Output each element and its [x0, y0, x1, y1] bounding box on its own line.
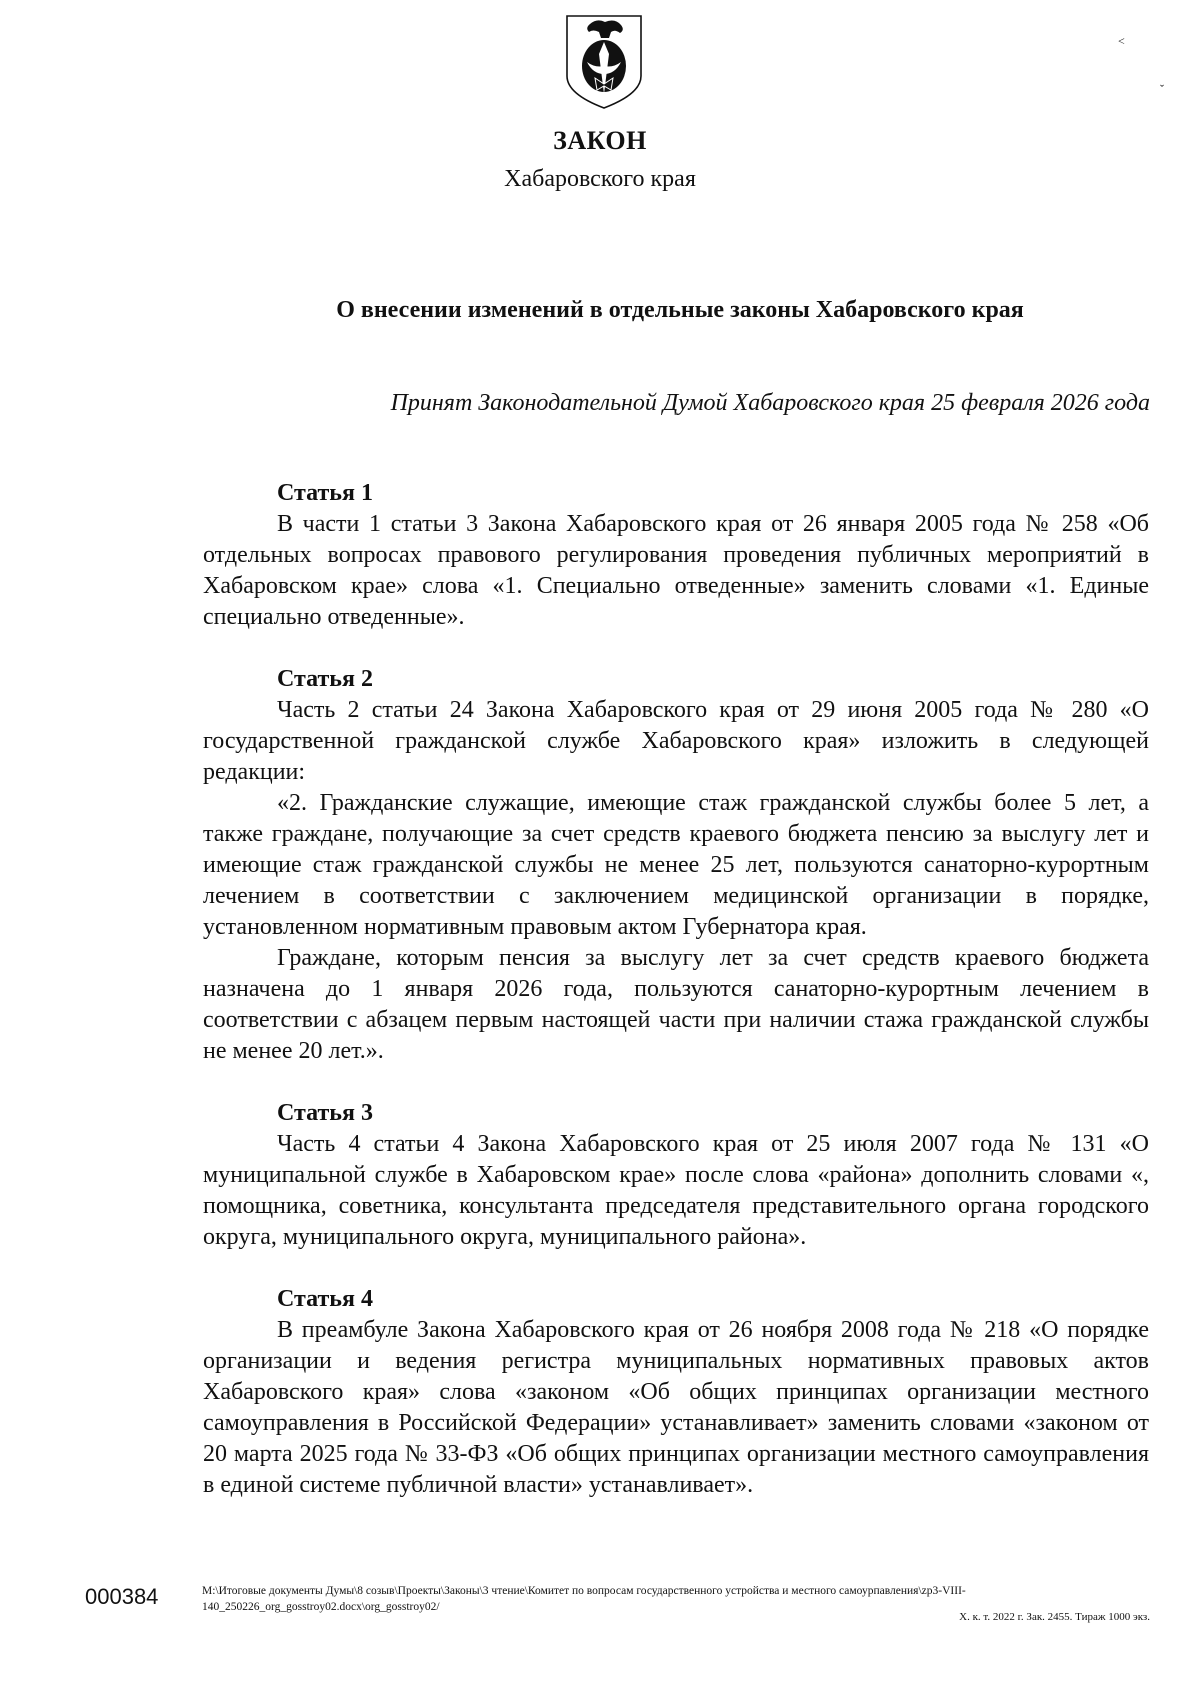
article-1 — [203, 478, 1149, 633]
document-file-path: M:\Итоговые документы Думы\8 созыв\Проекты\Законы\3 чтение\Комитет по вопросам государственного устройства и местного самоурпавления\zp3-VIII-140_250226_org_gosstroy02.docx\org_gosstroy02/ — [202, 1585, 966, 1613]
document-type-heading: ЗАКОН — [553, 126, 647, 155]
articles-body — [203, 478, 1149, 1532]
law-title: О внесении изменений в отдельные законы Хабаровского края — [336, 297, 1024, 323]
article-paragraph: В части 1 статьи 3 Закона Хабаровского края от 26 января 2005 года № 258 «Об отдельных вопросах правового регулирования проведения публичных мероприятий в Хабаровском крае» слова «1. Специально отведенные» заменить словами «1. Единые специально отведенные». — [203, 511, 1149, 630]
article-heading: Статья 1 — [277, 480, 373, 506]
article-paragraph: Граждане, которым пенсия за выслугу лет за счет средств краевого бюджета назначена до 1 января 2026 года, пользуются санаторно-курортным лечением в соответствии с абзацем первым настоящей части при наличии стажа гражданской службы не менее 20 лет.». — [203, 945, 1149, 1064]
article-heading: Статья 3 — [277, 1100, 373, 1126]
article-heading: Статья 4 — [277, 1286, 373, 1312]
print-run-info: Х. к. т. 2022 г. Зак. 2455. Тираж 1000 экз. — [959, 1611, 1150, 1623]
adoption-statement: Принят Законодательной Думой Хабаровского края 25 февраля 2026 года — [390, 390, 1150, 416]
article-paragraph: В преамбуле Закона Хабаровского края от 26 ноября 2008 года № 218 «О порядке организации и ведения регистра муниципальных нормативных правовых актов Хабаровского края» слова «законом «Об общих принципах организации местного самоуправления в Российской Федерации» устанавливает» заменить словами «законом от 20 марта 2025 года № 33-ФЗ «Об общих принципах организации местного самоуправления в единой системе публичной власти» устанавливает». — [203, 1317, 1149, 1498]
article-paragraph: «2. Гражданские служащие, имеющие стаж гражданской службы более 5 лет, а также граждане, получающие за счет средств краевого бюджета пенсию за выслугу лет и имеющие стаж гражданской службы не менее 25 лет, пользуются санаторно-курортным лечением в соответствии с заключением медицинской организации в порядке, установленном нормативным правовым актом Губернатора края. — [203, 790, 1149, 940]
article-heading: Статья 2 — [277, 666, 373, 692]
article-3 — [203, 1098, 1149, 1253]
document-serial-number: 000384 — [85, 1584, 159, 1609]
scan-speck-icon: ˂ — [1118, 34, 1125, 48]
scan-speck-icon: ˇ — [1160, 82, 1164, 96]
article-2 — [203, 664, 1149, 1067]
article-paragraph: Часть 2 статьи 24 Закона Хабаровского края от 29 июня 2005 года № 280 «О государственной гражданской службе Хабаровского края» изложить в следующей редакции: — [203, 697, 1149, 785]
document-region-subheading: Хабаровского края — [504, 166, 696, 192]
article-4 — [203, 1284, 1149, 1501]
khabarovsk-emblem-shield-icon — [565, 14, 643, 110]
article-paragraph: Часть 4 статьи 4 Закона Хабаровского края от 25 июля 2007 года № 131 «О муниципальной службе в Хабаровском крае» после слова «района» дополнить словами «, помощника, советника, консультанта председателя представительного органа городского округа, муниципального округа, муниципального района». — [203, 1131, 1149, 1250]
coat-of-arms-icon — [565, 14, 643, 110]
